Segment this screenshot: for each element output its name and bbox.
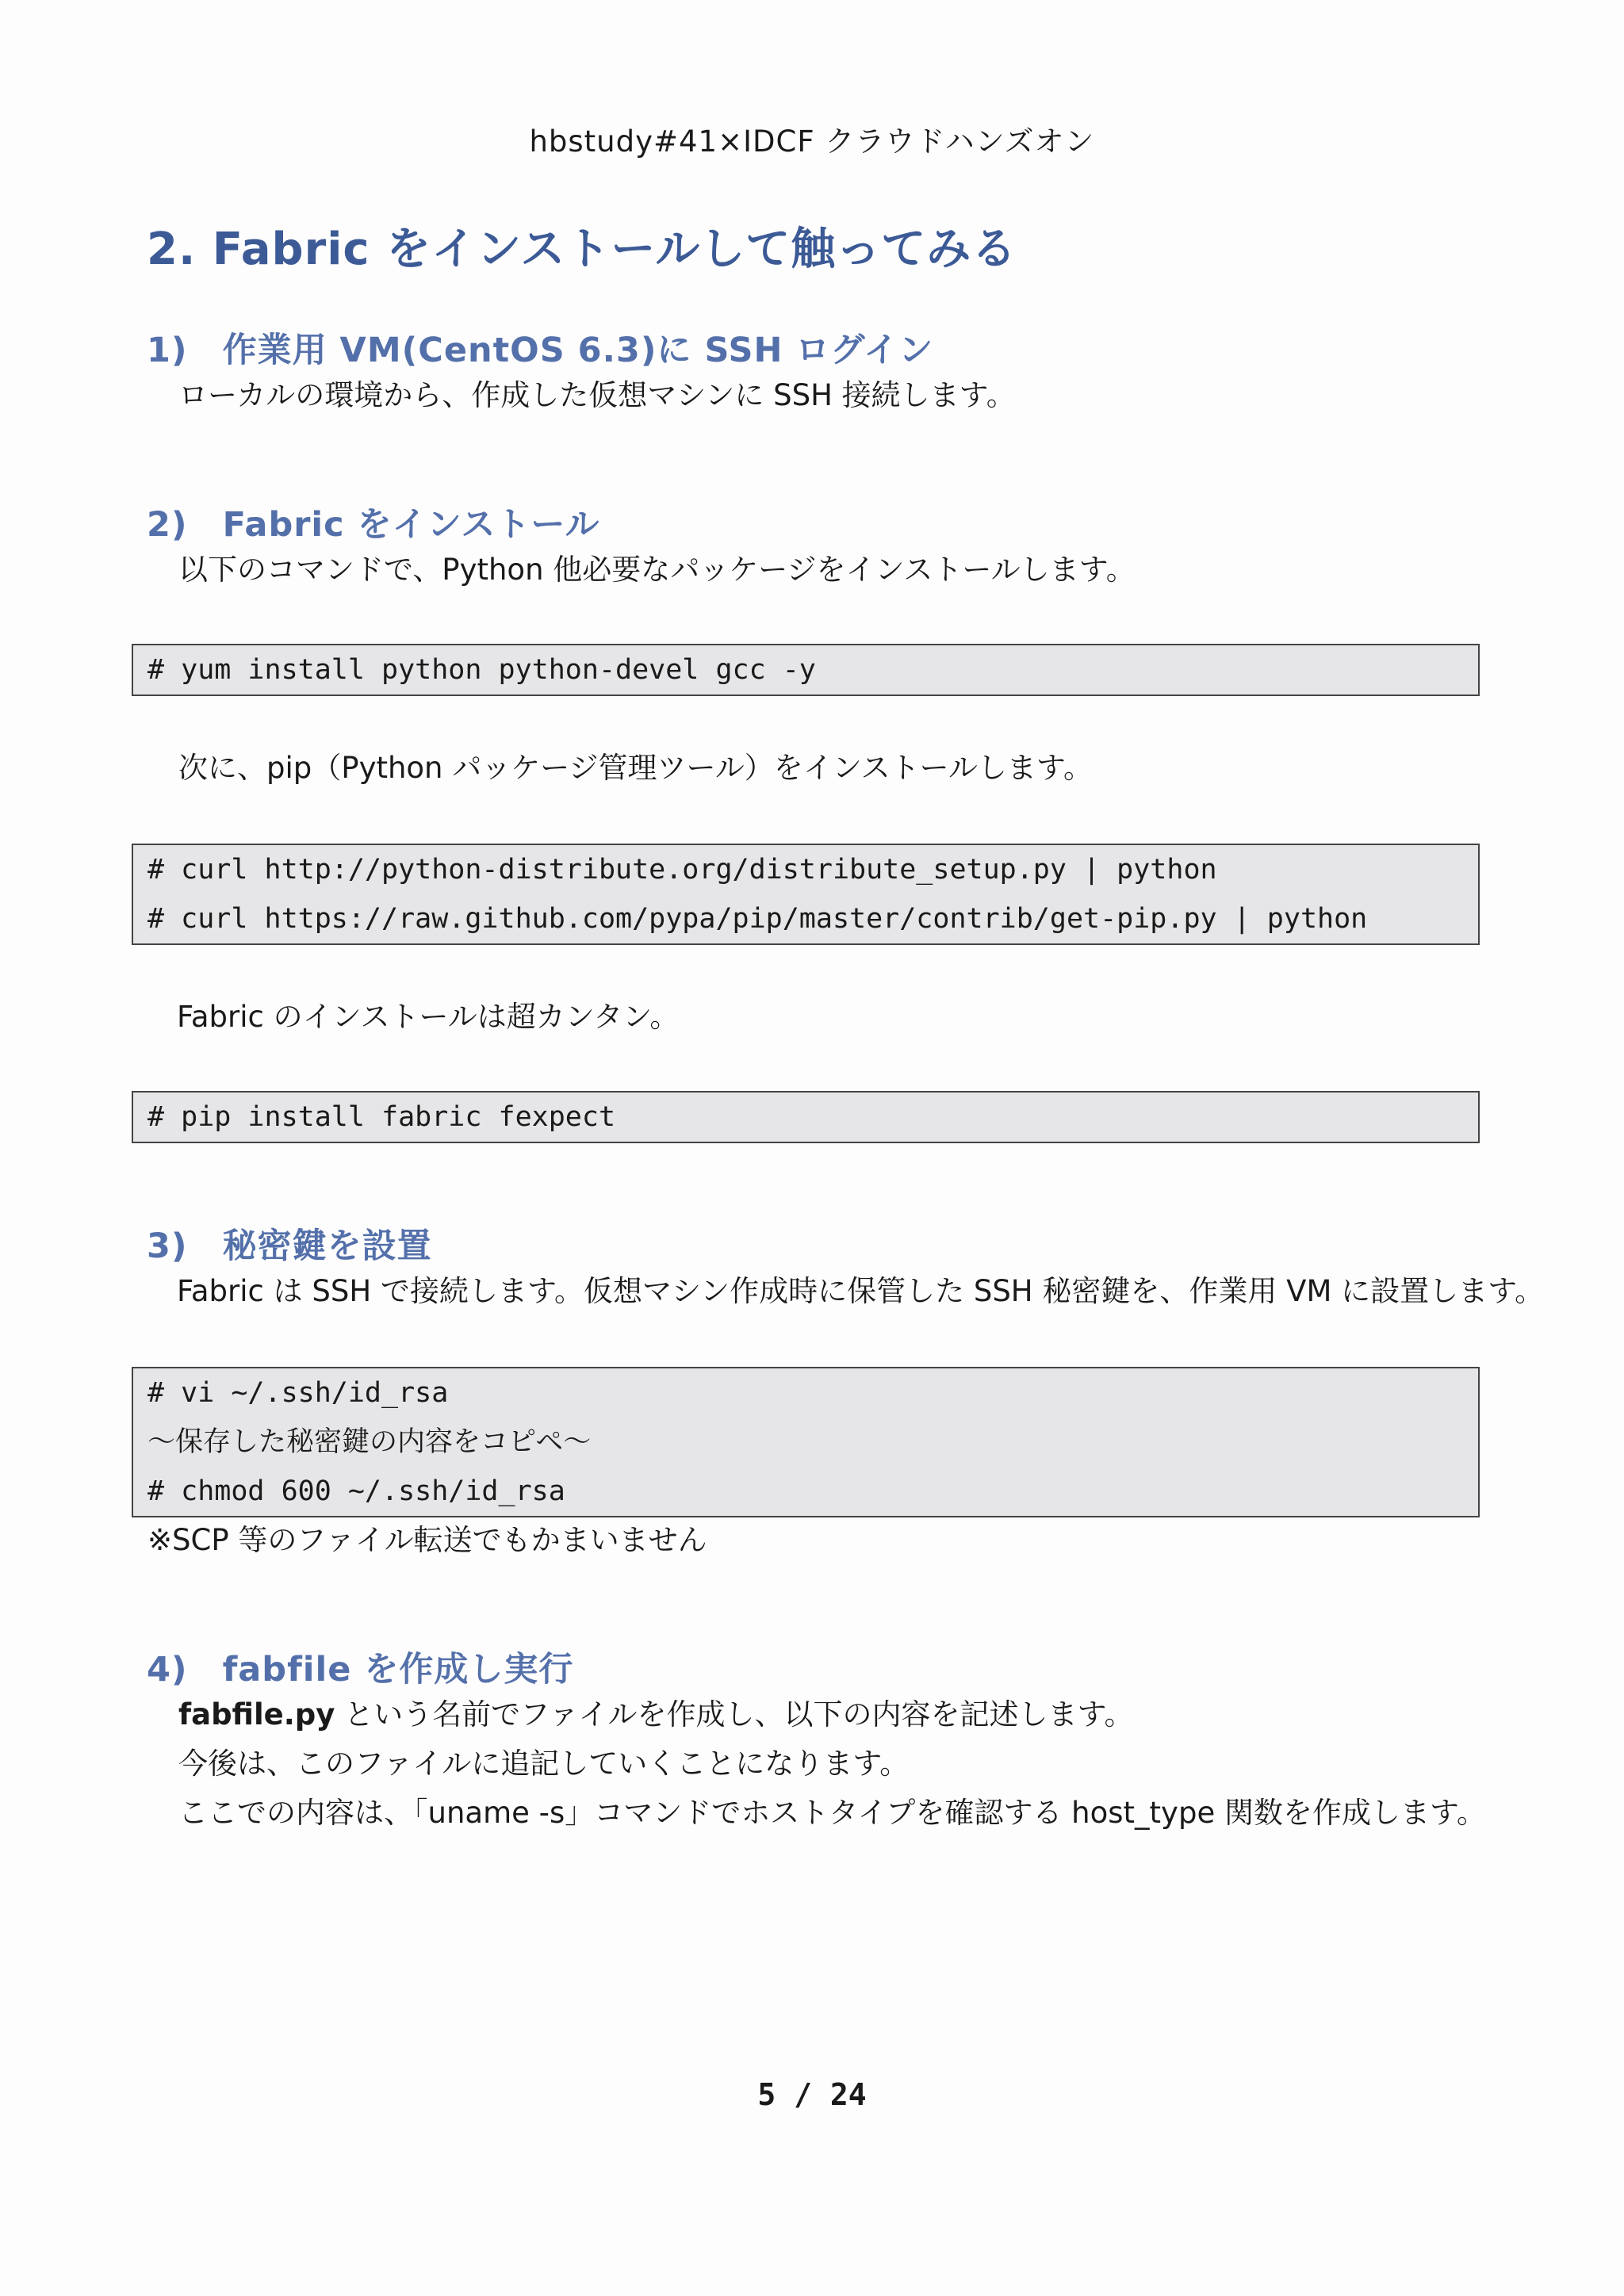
section-4-text-3: ここでの内容は、「uname -s」コマンドでホストタイプを確認する host_type 関数を作成します。 — [178, 1796, 1487, 1830]
code-line: # curl http://python-distribute.org/distribute_setup.py | python — [147, 854, 1217, 886]
code-line: # pip install fabric fexpect — [147, 1101, 616, 1133]
section-4-heading: 4) fabfile を作成し実行 — [147, 1650, 574, 1689]
code-line: # vi ~/.ssh/id_rsa — [147, 1377, 449, 1409]
page-header: hbstudy#41×IDCF クラウドハンズオン — [529, 124, 1095, 159]
section-1-text: ローカルの環境から、作成した仮想マシンに SSH 接続します。 — [178, 378, 1016, 412]
code-line: # chmod 600 ~/.ssh/id_rsa — [147, 1475, 565, 1507]
code-block-key — [132, 1367, 1480, 1517]
section-4-text-2: 今後は、このファイルに追記していくことになります。 — [178, 1747, 910, 1781]
section-4-text-1-rest: という名前でファイルを作成し、以下の内容を記述します。 — [335, 1697, 1134, 1732]
section-3-note: ※SCP 等のファイル転送でもかまいません — [147, 1523, 707, 1557]
section-3-text: Fabric は SSH で接続します。仮想マシン作成時に保管した SSH 秘密鍵を、作業用 VM に設置します。 — [177, 1274, 1545, 1308]
section-3-heading: 3) 秘密鍵を設置 — [147, 1226, 432, 1266]
code-line: ～保存した秘密鍵の内容をコピペ～ — [147, 1426, 592, 1458]
section-2-text-pip: 次に、pip（Python パッケージ管理ツール）をインストールします。 — [178, 751, 1093, 785]
code-block-fabric — [132, 1091, 1480, 1143]
code-block-pip — [132, 844, 1480, 945]
section-2-text: 以下のコマンドで、Python 他必要なパッケージをインストールします。 — [178, 553, 1136, 587]
code-block-yum — [132, 644, 1480, 696]
fabfile-name: fabfile.py — [178, 1697, 335, 1732]
page-title: 2. Fabric をインストールして触ってみる — [147, 224, 1017, 275]
section-1-heading: 1) 作業用 VM(CentOS 6.3)に SSH ログイン — [147, 331, 934, 370]
page-number: 5 / 24 — [757, 2077, 867, 2112]
section-4-text-1 — [178, 1690, 1133, 1739]
code-line: # curl https://raw.github.com/pypa/pip/master/contrib/get-pip.py | python — [147, 903, 1368, 935]
code-line: # yum install python python-devel gcc -y — [147, 654, 816, 686]
section-2-text-fabric: Fabric のインストールは超カンタン。 — [177, 1000, 680, 1034]
section-2-heading: 2) Fabric をインストール — [147, 505, 600, 545]
